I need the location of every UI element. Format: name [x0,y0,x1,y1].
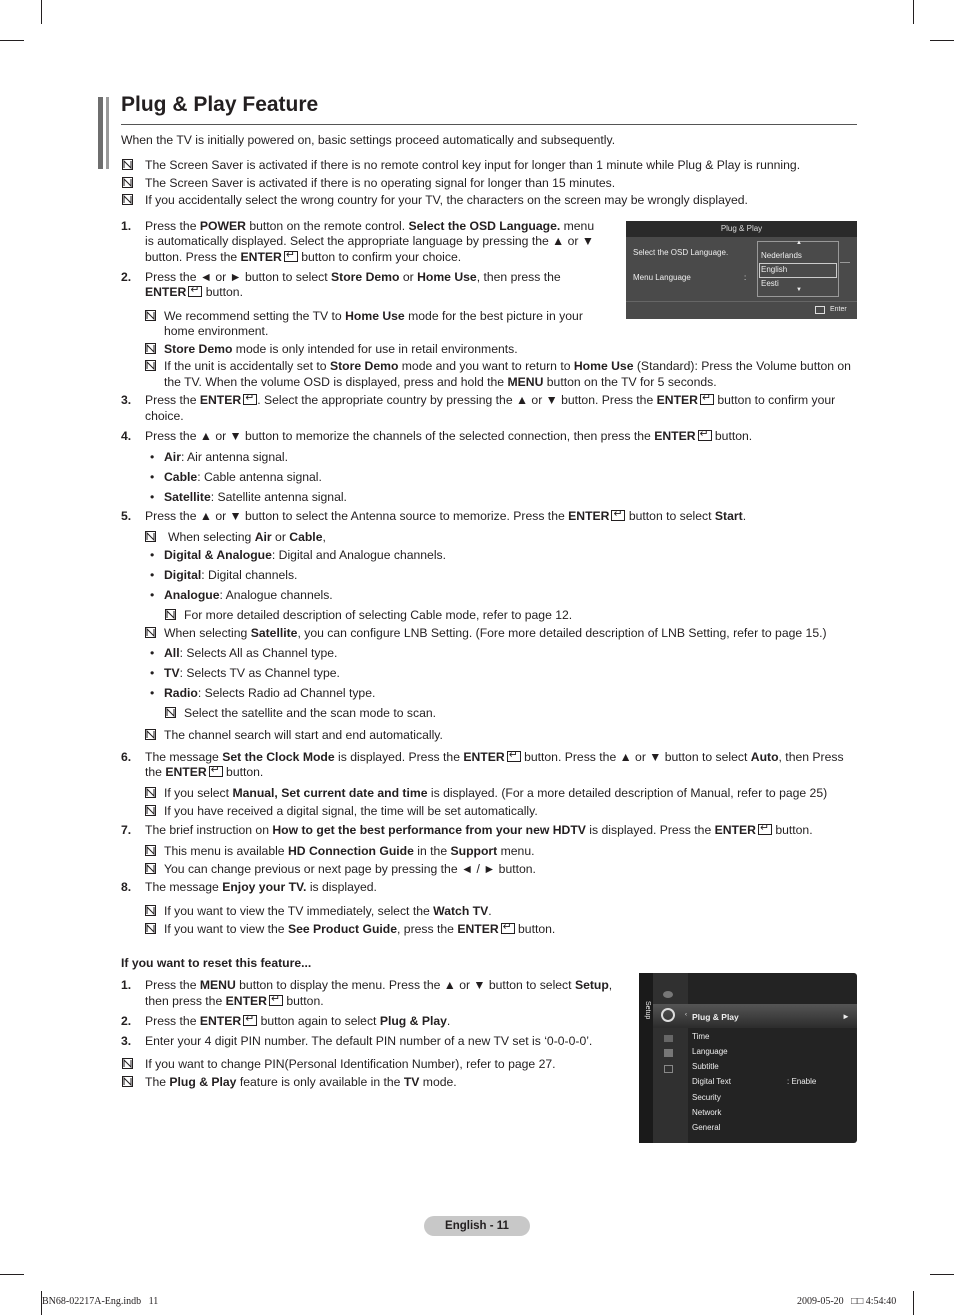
reset-step-3-text: Enter your 4 digit PIN number. The default PIN number of a new TV set is ‘0-0-0-0’. [145,1034,593,1048]
crop-mark [0,1274,24,1275]
note-icon [122,177,133,188]
osd-highlight-label[interactable]: Plug & Play [692,1012,739,1022]
note-icon [145,310,156,321]
note-text: When selecting Air or Cable, [168,530,326,544]
note-text: When selecting Satellite, you can configure LNB Setting. (Fore more detailed description of LNB Setting, refer to page 15.) [164,626,827,640]
note-icon [145,787,156,798]
enter-icon [269,995,283,1006]
enter-icon [700,394,714,405]
osd-language-screen [626,221,857,319]
note-icon [145,905,156,916]
step-2-text: ENTER↵ button. [145,285,243,300]
note-icon [165,707,176,718]
note-icon [145,805,156,816]
enter-icon [501,923,515,934]
note-icon [122,194,133,205]
chevron-right-icon: ► [842,1012,850,1021]
osd-highlight-bar[interactable] [653,1004,857,1028]
osd-menu-item[interactable]: Security [692,1093,721,1102]
note-text: If you want to view the TV immediately, select the Watch TV. [164,904,492,918]
step-number: 3. [121,1034,132,1048]
step-1-text: Press the POWER button on the remote control. Select the OSD Language. menu [145,219,595,233]
step-number: 6. [121,750,132,764]
enter-icon [698,430,712,441]
note-text: We recommend setting the TV to Home Use mode for the best picture in your [164,309,583,323]
note-text: Store Demo mode is only intended for use in retail environments. [164,342,518,356]
osd-side-bar [639,973,653,1143]
bullet: • [150,666,155,680]
up-arrow-icon: ▲ [796,240,802,246]
crop-mark [930,1274,954,1275]
application-icon [664,1049,673,1057]
enter-icon [815,306,825,314]
step-2-text: Press the ◄ or ► button to select Store Demo or Home Use, then press the [145,270,561,284]
step-3-text: choice. [145,409,184,423]
chevron-left-icon: ‹ [685,1012,687,1018]
osd-option[interactable]: English [761,265,788,274]
crop-mark [913,1291,914,1315]
note-icon [122,159,133,170]
title-accent-bar [98,97,103,169]
step-number: 5. [121,509,132,523]
osd-label: Select the OSD Language. [633,248,729,257]
step-number: 3. [121,393,132,407]
osd-header: Plug & Play [626,221,857,237]
note-text: The Plug & Play feature is only available in the TV mode. [145,1075,457,1089]
note-text: the TV. When the volume OSD is displayed, press and hold the MENU button on the TV for 5 seconds. [164,375,717,389]
reset-heading: If you want to reset this feature... [121,956,312,970]
reset-step-2-text: Press the ENTER↵ button again to select Plug & Play. [145,1014,450,1029]
note-text: If the unit is accidentally set to Store Demo mode and you want to return to Home Use (Standard): Press the Volume button on [164,359,851,373]
enter-icon [758,824,772,835]
note-icon [145,531,156,542]
osd-colon: : [744,273,747,282]
note-icon [165,609,176,620]
note-text: If you want to view the See Product Guide, press the ENTER↵ button. [164,922,555,937]
step-6-text: The message Set the Clock Mode is displayed. Press the ENTER↵ button. Press the ▲ or ▼ button to select Auto, then Press [145,750,844,765]
osd-divider [840,262,850,263]
bullet: • [150,548,155,562]
enter-icon [209,766,223,777]
bullet: • [150,646,155,660]
step-1-text: is automatically displayed. Select the appropriate language by pressing the ▲ or ▼ [145,234,594,248]
step-number: 4. [121,429,132,443]
gear-icon [661,1008,675,1022]
step-4-text: Press the ▲ or ▼ button to memorize the channels of the selected connection, then press the ENTER↵ button. [145,429,752,444]
bullet: • [150,450,155,464]
osd-side-label: Setup [644,1001,651,1020]
note-icon [145,923,156,934]
step-number: 2. [121,1014,132,1028]
osd-option[interactable]: Eesti [761,279,779,288]
bullet-text: TV: Selects TV as Channel type. [164,666,340,680]
title-accent-bar [106,97,109,169]
note-icon [145,360,156,371]
note-icon [145,343,156,354]
note-text: You can change previous or next page by pressing the ◄ / ► button. [164,862,536,876]
note-icon [145,729,156,740]
note-text: The channel search will start and end automatically. [164,728,443,742]
note-text: If you select Manual, Set current date and time is displayed. (For a more detailed description of Manual, refer to page 25) [164,786,828,800]
down-arrow-icon: ▼ [796,287,802,293]
osd-enter-label: Enter [830,306,847,313]
crop-mark [41,0,42,24]
step-number: 8. [121,880,132,894]
osd-setup-menu [639,973,857,1143]
enter-icon [611,510,625,521]
bullet: • [150,470,155,484]
step-number: 7. [121,823,132,837]
bullet-text: Digital: Digital channels. [164,568,298,582]
step-8-text: The message Enjoy your TV. is displayed. [145,880,377,894]
note-icon [145,627,156,638]
page-title: Plug & Play Feature [121,93,319,116]
note-text: The Screen Saver is activated if there is no remote control key input for longer than 1 minute while Plug & Play is running. [145,158,801,172]
note-icon [145,863,156,874]
step-5-text: Press the ▲ or ▼ button to select the Antenna source to memorize. Press the ENTER↵ button to select Start. [145,509,746,524]
bullet-text: Cable: Cable antenna signal. [164,470,322,484]
intro-text: When the TV is initially powered on, basic settings proceed automatically and subsequently. [121,133,616,147]
bullet: • [150,588,155,602]
bullet-text: Analogue: Analogue channels. [164,588,333,602]
note-icon [145,845,156,856]
osd-menu-item[interactable]: Digital Text [692,1077,731,1086]
note-text: home environment. [164,324,269,338]
footer-date: 2009-05-20 □□ 4:54:40 [797,1296,897,1307]
note-text: For more detailed description of selecting Cable mode, refer to page 12. [184,608,573,622]
bullet-text: Satellite: Satellite antenna signal. [164,490,347,504]
enter-icon [243,394,257,405]
crop-mark [0,40,24,41]
input-icon [664,1035,673,1042]
osd-menu-item[interactable]: General [692,1123,721,1132]
bullet-text: All: Selects All as Channel type. [164,646,338,660]
note-text: Select the satellite and the scan mode to scan. [184,706,437,720]
osd-menu-item[interactable]: Subtitle [692,1062,719,1071]
enter-icon [188,286,202,297]
picture-icon [663,991,673,998]
note-icon [122,1076,133,1087]
note-text: This menu is available HD Connection Guide in the Support menu. [164,844,535,858]
crop-mark [913,0,914,24]
step-3-text: Press the ENTER↵ . Select the appropriate country by pressing the ▲ or ▼ button. Press the ENTER↵ button to confirm your [145,393,835,408]
footer-file: BN68-02217A-Eng.indb 11 [42,1296,159,1307]
note-text: If you want to change PIN(Personal Identification Number), refer to page 27. [145,1057,556,1071]
bullet: • [150,686,155,700]
step-1-text: button. Press the ENTER↵ button to confirm your choice. [145,250,461,265]
note-icon [122,1058,133,1069]
osd-menu-item[interactable]: Network [692,1108,722,1117]
bullet: • [150,490,155,504]
osd-menu-item[interactable]: Time [692,1032,710,1041]
step-number: 1. [121,219,132,233]
osd-option[interactable]: Nederlands [761,251,802,260]
step-6-text: the ENTER↵ button. [145,765,263,780]
osd-footer-rule [626,301,857,302]
enter-icon [507,751,521,762]
note-text: If you accidentally select the wrong country for your TV, the characters on the screen may be wrongly displayed. [145,193,748,207]
page-number-badge: English - 11 [424,1216,530,1236]
reset-step-1-text: Press the MENU button to display the menu. Press the ▲ or ▼ button to select Setup, [145,978,613,992]
crop-mark [930,40,954,41]
bullet-text: Radio: Selects Radio ad Channel type. [164,686,376,700]
note-text: If you have received a digital signal, the time will be set automatically. [164,804,538,818]
osd-icon-column [653,973,688,1143]
note-text: The Screen Saver is activated if there is no operating signal for longer than 15 minutes. [145,176,616,190]
bullet-text: Digital & Analogue: Digital and Analogue channels. [164,548,447,562]
step-7-text: The brief instruction on How to get the best performance from your new HDTV is displayed. Press the ENTER↵ button. [145,823,813,838]
support-icon [664,1065,673,1073]
step-number: 2. [121,270,132,284]
enter-icon [284,251,298,262]
osd-menu-item[interactable]: Language [692,1047,728,1056]
step-number: 1. [121,978,132,992]
bullet-text: Air: Air antenna signal. [164,450,288,464]
reset-step-1-text: then press the ENTER↵ button. [145,994,324,1009]
osd-menu-value: : Enable [787,1077,817,1086]
osd-label: Menu Language [633,273,691,282]
title-divider [121,124,857,125]
bullet: • [150,568,155,582]
enter-icon [243,1015,257,1026]
